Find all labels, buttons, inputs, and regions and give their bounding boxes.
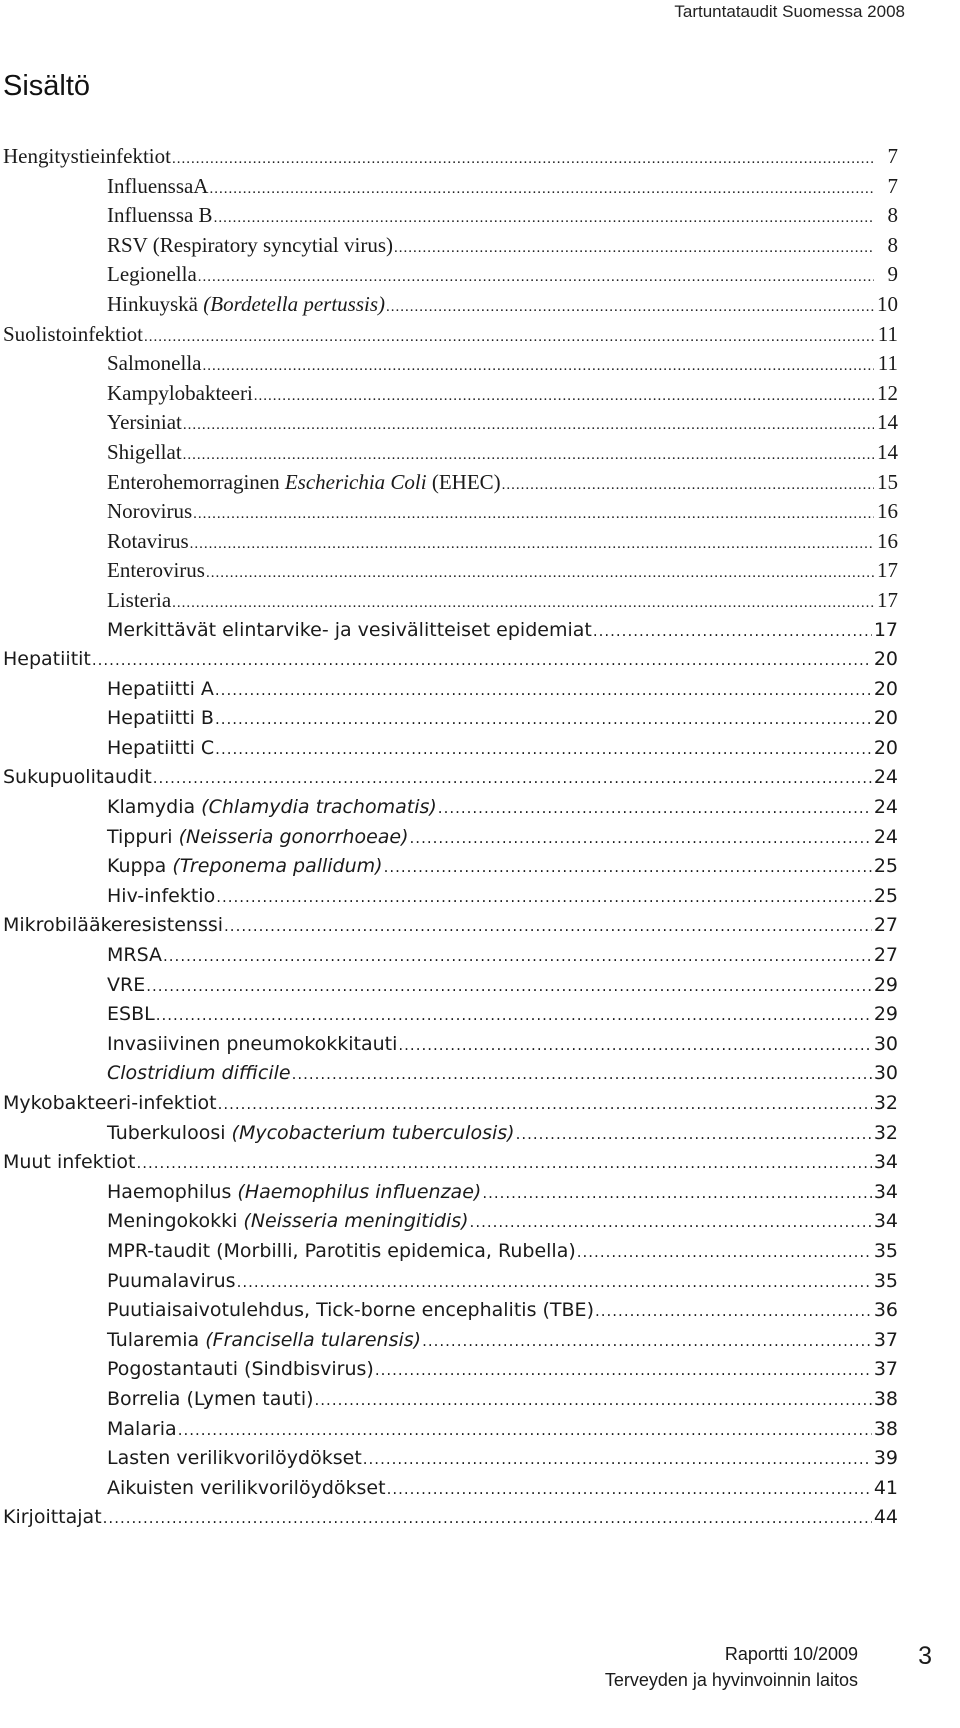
- toc-entry-page: 16: [877, 499, 898, 524]
- toc-entry[interactable]: [3, 1355, 898, 1385]
- toc-dot-leader: [163, 942, 872, 972]
- toc-entry-page: 11: [877, 321, 898, 346]
- toc-entry-label-text: Kampylobakteeri: [107, 380, 253, 405]
- toc-entry-label-text: Tippuri: [107, 825, 179, 848]
- table-of-contents: [3, 142, 898, 1533]
- toc-entry-label: [107, 468, 501, 498]
- toc-entry-page: 36: [873, 1299, 898, 1322]
- toc-entry-label: [3, 1089, 217, 1119]
- toc-entry-label-italic: (Neisseria meningitidis): [243, 1210, 469, 1233]
- toc-entry-label-text: RSV (Respiratory syncytial virus): [107, 232, 394, 257]
- toc-entry-label-text: Klamydia: [107, 796, 202, 819]
- toc-dot-leader: [202, 352, 874, 382]
- report-number: Raportti 10/2009: [724, 1644, 858, 1664]
- toc-entry-page: 15: [877, 469, 898, 494]
- toc-entry[interactable]: [3, 1178, 898, 1208]
- toc-entry-label: [107, 290, 385, 320]
- toc-dot-leader: [193, 500, 874, 530]
- toc-entry-label-italic: (Bordetella pertussis): [203, 291, 386, 316]
- toc-dot-leader: [198, 263, 874, 293]
- toc-entry[interactable]: [3, 408, 898, 438]
- toc-dot-leader: [363, 1445, 872, 1475]
- toc-entry[interactable]: [3, 675, 898, 705]
- toc-entry-label: [107, 823, 409, 853]
- toc-entry-label: [3, 763, 152, 793]
- toc-entry-label-text: Hinkuyskä: [107, 291, 204, 316]
- toc-dot-leader: [206, 559, 874, 589]
- toc-entry-label-text: Tularemia: [107, 1328, 206, 1351]
- toc-entry[interactable]: [3, 616, 898, 646]
- toc-entry[interactable]: [3, 1000, 898, 1030]
- toc-entry-page: 8: [887, 203, 898, 228]
- toc-dot-leader: [224, 912, 872, 942]
- toc-entry-label-text: Meningokokki: [107, 1210, 244, 1233]
- toc-entry[interactable]: [3, 911, 898, 941]
- toc-entry[interactable]: [3, 556, 898, 586]
- toc-entry[interactable]: [3, 527, 898, 557]
- toc-entry[interactable]: [3, 379, 898, 409]
- toc-entry[interactable]: [3, 882, 898, 912]
- toc-entry-label-text: Norovirus: [107, 499, 193, 524]
- toc-entry-label-text: Lasten verilikvorilöydökset: [107, 1447, 362, 1470]
- toc-entry[interactable]: [3, 734, 898, 764]
- toc-entry-label: [107, 1444, 362, 1474]
- toc-dot-leader: [410, 824, 872, 854]
- toc-dot-leader: [394, 234, 874, 264]
- toc-dot-leader: [218, 1090, 872, 1120]
- toc-entry-label: [107, 734, 214, 764]
- toc-entry[interactable]: [3, 1503, 898, 1533]
- running-head: Tartuntataudit Suomessa 2008: [674, 2, 905, 21]
- toc-entry-label: [107, 852, 383, 882]
- toc-dot-leader: [595, 1297, 872, 1327]
- toc-entry-page: 16: [877, 528, 898, 553]
- toc-entry-label: [3, 1503, 102, 1533]
- toc-entry-label-text: Enterohemorraginen: [107, 469, 285, 494]
- toc-entry-label: [107, 675, 214, 705]
- toc-entry-label-text: ESBL: [107, 1003, 155, 1026]
- toc-entry[interactable]: [3, 320, 898, 350]
- toc-entry-label-text: InfluenssaA: [107, 173, 209, 198]
- toc-entry-label-text: Hengitystieinfektiot: [3, 144, 171, 168]
- toc-dot-leader: [215, 735, 872, 765]
- toc-entry[interactable]: [3, 142, 898, 172]
- toc-dot-leader: [315, 1386, 872, 1416]
- toc-dot-leader: [214, 204, 874, 234]
- toc-entry-page: 44: [873, 1506, 898, 1529]
- toc-entry-label-text: Aikuisten verilikvorilöydökset: [107, 1476, 386, 1499]
- toc-entry-page: 17: [877, 558, 898, 583]
- toc-entry-label: [107, 349, 201, 379]
- toc-dot-leader: [482, 1179, 872, 1209]
- toc-entry[interactable]: [3, 1296, 898, 1326]
- toc-entry-page: 27: [873, 914, 898, 937]
- toc-entry-page: 10: [877, 291, 898, 316]
- toc-entry-label-text: (EHEC): [426, 469, 501, 494]
- toc-entry-label-text: Hepatiitti B: [107, 707, 214, 730]
- toc-entry-label: [107, 882, 215, 912]
- toc-entry[interactable]: [3, 823, 898, 853]
- toc-entry-page: 8: [887, 232, 898, 257]
- toc-entry-label: [107, 1207, 469, 1237]
- toc-entry-label-text: Sukupuolitaudit: [3, 766, 152, 789]
- toc-entry-page: 12: [877, 380, 898, 405]
- toc-entry-page: 29: [873, 1003, 898, 1026]
- toc-entry-label-text: Enterovirus: [107, 558, 205, 583]
- publisher-name: Terveyden ja hyvinvoinnin laitos: [604, 1670, 858, 1690]
- toc-entry-label-text: Mikrobilääkeresistenssi: [3, 914, 224, 937]
- toc-entry[interactable]: [3, 1148, 898, 1178]
- toc-entry-page: 34: [873, 1210, 898, 1233]
- toc-entry-label-text: Kirjoittajat: [3, 1506, 102, 1529]
- toc-entry-label-text: Tuberkuloosi: [107, 1121, 232, 1144]
- toc-dot-leader: [577, 1238, 872, 1268]
- toc-dot-leader: [438, 794, 872, 824]
- toc-entry-page: 41: [873, 1476, 898, 1499]
- toc-entry-label-italic: (Neisseria gonorrhoeae): [178, 825, 409, 848]
- toc-entry[interactable]: [3, 1385, 898, 1415]
- toc-entry-label-italic: Escherichia Coli: [284, 469, 427, 494]
- toc-entry-label: [107, 556, 205, 586]
- toc-entry-page: 20: [873, 677, 898, 700]
- toc-dot-leader: [386, 293, 874, 323]
- toc-entry-page: 34: [873, 1180, 898, 1203]
- toc-dot-leader: [153, 764, 872, 794]
- toc-title: Sisältö: [3, 70, 91, 102]
- toc-dot-leader: [384, 853, 872, 883]
- toc-entry-page: 17: [877, 587, 898, 612]
- toc-entry-label-text: Listeria: [107, 587, 172, 612]
- toc-entry-label-text: Kuppa: [107, 855, 173, 878]
- toc-entry[interactable]: [3, 1119, 898, 1149]
- toc-dot-leader: [593, 617, 872, 647]
- toc-entry-page: 37: [873, 1328, 898, 1351]
- toc-entry-page: 17: [873, 618, 898, 641]
- toc-entry[interactable]: [3, 1030, 898, 1060]
- toc-entry-label: [107, 231, 393, 261]
- toc-entry[interactable]: [3, 645, 898, 675]
- toc-entry[interactable]: [3, 438, 898, 468]
- toc-entry-label: [107, 704, 214, 734]
- toc-entry-label: [3, 142, 171, 172]
- toc-entry-label: [107, 793, 437, 823]
- toc-dot-leader: [92, 646, 872, 676]
- toc-entry-page: 25: [873, 884, 898, 907]
- toc-entry-label-text: Muut infektiot: [3, 1151, 136, 1174]
- toc-entry-page: 35: [873, 1239, 898, 1262]
- toc-entry-label-text: Influenssa B: [107, 203, 213, 228]
- toc-entry[interactable]: [3, 793, 898, 823]
- toc-entry-page: 7: [887, 173, 898, 198]
- toc-entry-label-italic: Clostridium difficile: [107, 1062, 291, 1085]
- toc-entry-label-text: Pogostantauti (Sindbisvirus): [107, 1358, 374, 1381]
- toc-dot-leader: [172, 145, 874, 175]
- toc-entry-label: [107, 1178, 481, 1208]
- toc-entry-label-text: Borrelia (Lymen tauti): [107, 1387, 314, 1410]
- toc-entry-label-text: MRSA: [107, 944, 163, 967]
- toc-entry-label: [3, 645, 91, 675]
- toc-entry-label: [107, 1267, 236, 1297]
- toc-dot-leader: [516, 1120, 872, 1150]
- toc-entry-page: 24: [873, 766, 898, 789]
- toc-entry-page: 9: [887, 262, 898, 287]
- toc-entry[interactable]: [3, 260, 898, 290]
- toc-entry-label: [107, 201, 213, 231]
- toc-entry-label-italic: (Mycobacterium tuberculosis): [231, 1121, 515, 1144]
- toc-entry-label-text: VRE: [107, 973, 146, 996]
- toc-dot-leader: [183, 441, 874, 471]
- toc-entry-label: [107, 1415, 177, 1445]
- toc-entry[interactable]: [3, 172, 898, 202]
- toc-entry-label-text: MPR-taudit (Morbilli, Parotitis epidemica, Rubella): [107, 1239, 576, 1262]
- toc-entry-label-italic: (Francisella tularensis): [205, 1328, 422, 1351]
- toc-entry[interactable]: [3, 1237, 898, 1267]
- toc-entry-label-text: Mykobakteeri-infektiot: [3, 1092, 217, 1114]
- toc-dot-leader: [190, 530, 874, 560]
- toc-entry-label: [107, 172, 208, 202]
- toc-entry-label: [107, 379, 253, 409]
- toc-entry-label: [3, 911, 223, 941]
- toc-entry-page: 38: [873, 1417, 898, 1440]
- toc-dot-leader: [183, 411, 874, 441]
- toc-entry-label: [107, 1385, 314, 1415]
- toc-entry-page: 30: [873, 1032, 898, 1055]
- toc-entry-label: [107, 1296, 594, 1326]
- toc-dot-leader: [292, 1060, 872, 1090]
- toc-entry-page: 34: [873, 1151, 898, 1174]
- toc-entry-label-text: Malaria: [107, 1417, 177, 1440]
- toc-entry-label: [107, 1000, 155, 1030]
- toc-entry-label: [107, 941, 162, 971]
- toc-entry[interactable]: [3, 468, 898, 498]
- toc-entry-label-text: Hepatiitti C: [107, 736, 215, 759]
- toc-entry-label: [107, 1355, 374, 1385]
- toc-entry-page: 7: [887, 144, 898, 168]
- toc-entry-page: 20: [873, 648, 898, 671]
- toc-entry-label-text: Invasiivinen pneumokokkitauti: [107, 1032, 398, 1055]
- toc-entry[interactable]: [3, 1415, 898, 1445]
- toc-entry-label: [107, 1119, 515, 1149]
- toc-dot-leader: [502, 471, 874, 501]
- toc-entry-page: 11: [877, 351, 898, 376]
- toc-entry[interactable]: [3, 349, 898, 379]
- toc-entry-page: 24: [873, 796, 898, 819]
- toc-entry-label: [107, 1326, 421, 1356]
- toc-entry-label-text: Hepatiitti A: [107, 677, 214, 700]
- toc-entry-label-text: Salmonella: [107, 351, 202, 376]
- toc-entry[interactable]: [3, 1267, 898, 1297]
- toc-entry-label: [3, 320, 143, 350]
- toc-dot-leader: [237, 1268, 872, 1298]
- toc-entry[interactable]: [3, 704, 898, 734]
- toc-dot-leader: [254, 382, 874, 412]
- toc-entry-label-italic: (Chlamydia trachomatis): [201, 796, 437, 819]
- toc-entry-label: [107, 1237, 576, 1267]
- toc-entry-label-text: Rotavirus: [107, 528, 189, 553]
- toc-dot-leader: [156, 1001, 872, 1031]
- toc-entry[interactable]: [3, 1326, 898, 1356]
- toc-entry[interactable]: [3, 497, 898, 527]
- toc-entry-label: [107, 586, 171, 616]
- page-number: 3: [918, 1642, 932, 1670]
- toc-entry-label-text: Legionella: [107, 262, 197, 287]
- toc-entry-label-text: Merkittävät elintarvike- ja vesivälitteiset epidemiat: [107, 618, 592, 641]
- toc-entry-label: [107, 1474, 386, 1504]
- toc-entry[interactable]: [3, 586, 898, 616]
- toc-entry[interactable]: [3, 971, 898, 1001]
- toc-entry-label-italic: (Treponema pallidum): [172, 855, 383, 878]
- toc-dot-leader: [209, 175, 874, 205]
- toc-entry-page: 29: [873, 973, 898, 996]
- toc-dot-leader: [422, 1327, 872, 1357]
- toc-entry-label-text: Shigellat: [107, 439, 182, 464]
- toc-entry-label: [107, 971, 145, 1001]
- toc-entry-page: 30: [873, 1062, 898, 1085]
- toc-dot-leader: [470, 1208, 872, 1238]
- toc-entry-page: 39: [873, 1447, 898, 1470]
- toc-dot-leader: [387, 1475, 872, 1505]
- toc-entry-label: [107, 260, 197, 290]
- toc-entry[interactable]: [3, 1089, 898, 1119]
- toc-entry-page: 25: [873, 855, 898, 878]
- toc-entry-label: [3, 1148, 135, 1178]
- toc-entry-page: 38: [873, 1387, 898, 1410]
- toc-entry[interactable]: [3, 763, 898, 793]
- toc-dot-leader: [216, 883, 872, 913]
- toc-entry-page: 37: [873, 1358, 898, 1381]
- toc-dot-leader: [215, 705, 872, 735]
- toc-entry[interactable]: [3, 1474, 898, 1504]
- toc-entry[interactable]: [3, 231, 898, 261]
- toc-entry-label-text: Suolistoinfektiot: [3, 321, 144, 346]
- toc-entry-label: [107, 616, 592, 646]
- toc-dot-leader: [178, 1416, 872, 1446]
- toc-dot-leader: [103, 1504, 872, 1534]
- toc-entry-page: 14: [877, 439, 898, 464]
- toc-entry-label-text: Hepatiitit: [3, 648, 91, 671]
- toc-entry-page: 20: [873, 736, 898, 759]
- toc-entry-label-text: Hiv-infektio: [107, 884, 216, 907]
- toc-dot-leader: [136, 1149, 871, 1179]
- toc-dot-leader: [375, 1356, 872, 1386]
- toc-entry-page: 32: [873, 1092, 898, 1114]
- toc-entry-label: [107, 527, 189, 557]
- toc-entry-page: 35: [873, 1269, 898, 1292]
- toc-entry-label: [107, 1059, 291, 1089]
- toc-dot-leader: [144, 323, 874, 353]
- toc-entry-label-text: Puumalavirus: [107, 1269, 236, 1292]
- toc-entry-label-text: Yersiniat: [107, 410, 182, 435]
- page-footer: [605, 1641, 858, 1693]
- toc-entry-page: 27: [873, 944, 898, 967]
- toc-dot-leader: [172, 589, 874, 619]
- toc-entry-label: [107, 438, 182, 468]
- toc-entry-label: [107, 497, 192, 527]
- toc-entry-label-text: Puutiaisaivotulehdus, Tick-borne encephalitis (TBE): [107, 1299, 594, 1322]
- toc-entry[interactable]: [3, 1444, 898, 1474]
- toc-entry[interactable]: [3, 1059, 898, 1089]
- toc-entry-page: 24: [873, 825, 898, 848]
- toc-dot-leader: [215, 676, 872, 706]
- toc-dot-leader: [146, 972, 872, 1002]
- toc-entry[interactable]: [3, 290, 898, 320]
- toc-entry[interactable]: [3, 1207, 898, 1237]
- toc-entry-page: 14: [877, 410, 898, 435]
- toc-entry-label: [107, 1030, 397, 1060]
- toc-entry-label-italic: (Haemophilus influenzae): [237, 1180, 482, 1203]
- toc-entry-page: 32: [873, 1121, 898, 1144]
- toc-entry[interactable]: [3, 941, 898, 971]
- toc-entry-label: [107, 408, 182, 438]
- toc-entry[interactable]: [3, 852, 898, 882]
- toc-entry-page: 20: [873, 707, 898, 730]
- toc-entry[interactable]: [3, 201, 898, 231]
- toc-dot-leader: [398, 1031, 871, 1061]
- toc-entry-label-text: Haemophilus: [107, 1180, 238, 1203]
